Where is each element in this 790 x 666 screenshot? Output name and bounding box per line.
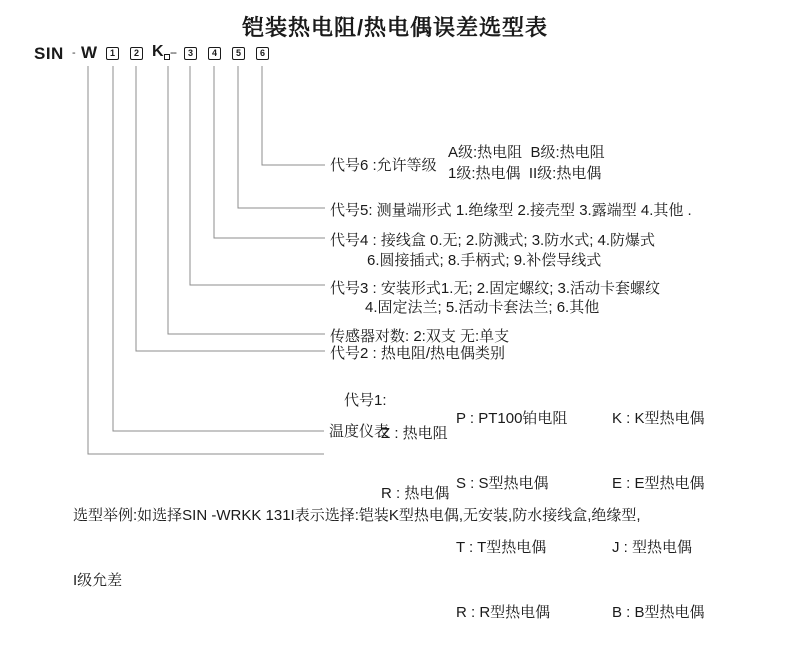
model-series-letter: W [81,43,98,62]
connector-code3 [190,66,325,285]
selection-example-line1: 选型举例:如选择SIN -WRKK 131I表示选择:铠装K型热电偶,无安装,防水接线盒,绝缘型, [73,507,641,524]
model-separator: - [72,47,76,59]
temperature-instrument-label: 温度仪表 [329,423,390,440]
code1-col3-row: J : 型热电偶 [612,539,693,556]
code4-line2: 6.圆接插式; 8.手柄式; 9.补偿导线式 [367,252,602,269]
code1-col3-row: E : E型热电偶 [612,474,705,492]
connector-sensor-pairs [168,66,325,334]
code1-col2-row: P : PT100铂电阻 [456,410,568,427]
sensor-pairs-label: 传感器对数: 2:双支 无:单支 [330,328,510,345]
code-box-5: 5 [232,47,245,60]
code1-col3-row: K : K型热电偶 [612,410,705,427]
code1-label: 代号1: [344,392,387,409]
code1-col2-row: R : R型热电偶 [456,603,551,621]
code3-line2: 4.固定法兰; 5.活动卡套法兰; 6.其他 [365,299,600,316]
code4-line1: 代号4 : 接线盒 0.无; 2.防溅式; 3.防水式; 4.防爆式 [330,232,656,249]
code2-label: 代号2 : 热电阻/热电偶类别 [330,345,506,362]
model-type-letter: K [152,43,164,60]
code1-col1-row: R : 热电偶 [381,485,450,502]
code1-col3-row: B : B型热电偶 [612,603,705,621]
code3-line1: 代号3 : 安装形式1.无; 2.固定螺纹; 3.活动卡套螺纹 [330,280,661,297]
model-prefix: SIN [34,44,64,63]
code-box-1: 1 [106,47,119,60]
selection-example [73,462,641,634]
page-title: 铠装热电阻/热电偶误差选型表 [241,15,549,40]
code1-col2-row: T : T型热电偶 [456,539,547,556]
code-box-6: 6 [256,47,269,60]
code-box-4: 4 [208,47,221,60]
connector-series-w [88,66,324,454]
code-box-2: 2 [130,47,143,60]
code6-detail-line2: 1级:热电偶 II级:热电偶 [448,165,602,182]
code5-label: 代号5: 测量端形式 1.绝缘型 2.接壳型 3.露端型 4.其他 . [330,202,692,219]
code1-col1-row: Z : 热电阻 [381,425,448,442]
code-box-3: 3 [184,47,197,60]
selection-example-line2: I级允差 [73,571,123,589]
connector-code2 [136,66,325,351]
connector-temperature-instrument [113,66,324,431]
code6-label: 代号6 :允许等级 [330,157,437,174]
code6-detail-line1: A级:热电阻 B级:热电阻 [448,144,605,161]
model-dashes: -- [170,45,176,59]
connector-code6 [262,66,325,165]
connector-code4 [214,66,325,238]
code1-col2-row: S : S型热电偶 [456,474,549,492]
connector-code5 [238,66,325,208]
